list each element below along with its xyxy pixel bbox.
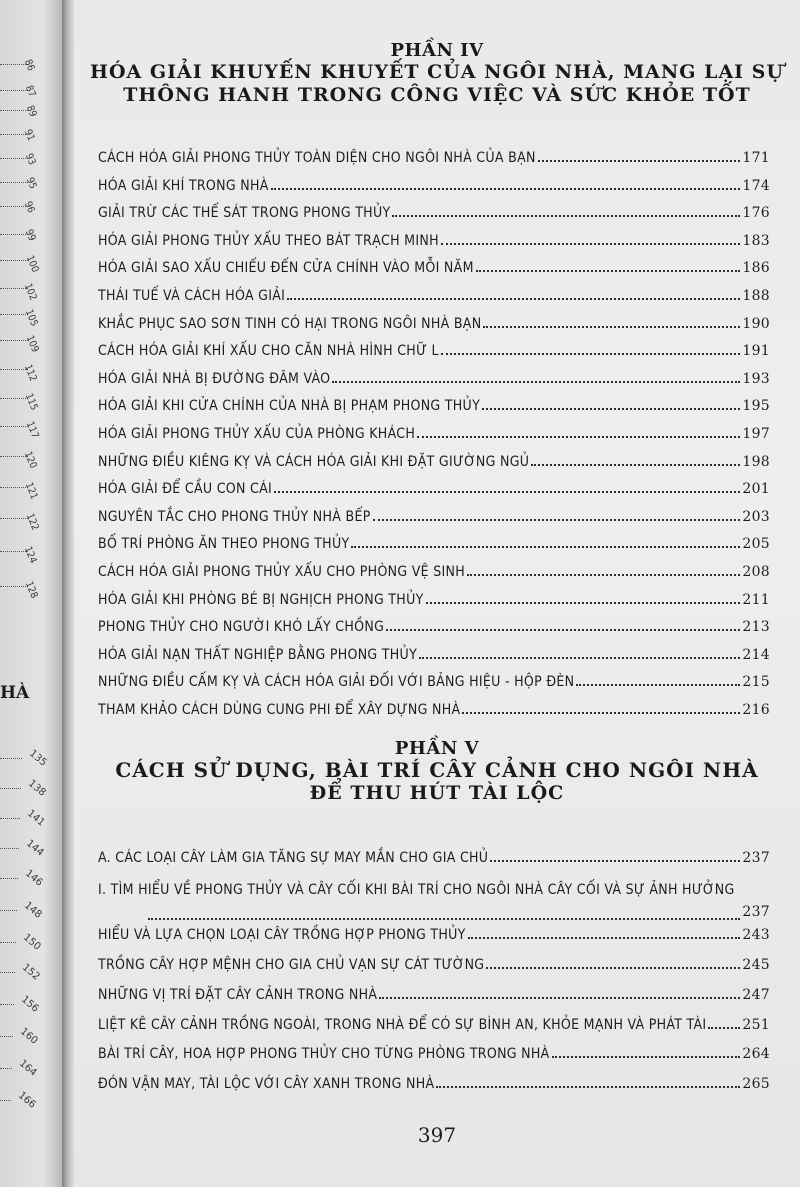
left-page-number: 100 [23,254,41,275]
toc-leader-dots [392,205,740,217]
left-page-leader [0,942,16,943]
left-page-number: 150 [20,932,43,953]
toc-leader-dots [482,398,740,410]
toc-entry-title: NHỮNG ĐIỀU CẤM KỴ VÀ CÁCH HÓA GIẢI ĐỐI VỚI BẢNG HIỆU - HỘP ĐÈN [98,674,575,691]
toc-entry-page: 183 [742,232,770,249]
toc-page [74,0,800,1187]
toc-entry [98,987,770,1007]
toc-entry [98,343,770,363]
toc-entry-page: 176 [742,205,770,222]
toc-entry [98,957,770,977]
part5-title-line2: ĐỂ THU HÚT TÀI LỘC [309,782,565,804]
toc-entry [98,1076,770,1096]
toc-entry [98,233,770,253]
left-page-number: 166 [15,1090,38,1111]
toc-entry [98,536,770,556]
left-page-number: 122 [23,512,41,533]
toc-entry-title: CÁCH HÓA GIẢI KHÍ XẤU CHO CĂN NHÀ HÌNH CHỮ L [98,343,439,360]
toc-entry-page: 214 [742,646,770,663]
toc-entry [98,260,770,280]
toc-entry-page: 205 [742,536,770,553]
toc-leader-dots [486,957,740,969]
toc-entry-title: NGUYÊN TẮC CHO PHONG THỦY NHÀ BẾP [98,508,371,525]
toc-entry-page: 208 [742,564,770,580]
left-page-number: 109 [23,334,41,355]
toc-entry [98,398,770,418]
toc-entry-page: 203 [742,508,770,525]
toc-leader-dots [708,1017,740,1029]
toc-leader-dots [379,987,740,999]
toc-leader-dots [148,908,740,920]
toc-leader-dots [373,509,741,521]
left-page-edge [0,0,62,1187]
toc-leader-dots [436,1076,740,1088]
left-page-number: 124 [21,545,39,566]
left-page-number: 152 [19,962,42,983]
toc-entry-title: A. CÁC LOẠI CÂY LÀM GIA TĂNG SỰ MAY MẮN CHO GIA CHỦ [98,850,489,866]
toc-entry-title: CÁCH HÓA GIẢI PHONG THỦY XẤU CHO PHÒNG VỆ SINH [98,564,466,580]
toc-leader-dots [287,288,740,300]
toc-entry-page: 264 [742,1046,770,1063]
left-page-number: 91 [21,128,37,143]
toc-entry-page: 237 [742,903,770,920]
part4-title-line2: THÔNG HANH TRONG CÔNG VIỆC VÀ SỨC KHỎE TỐT [123,84,751,106]
part4-heading [74,40,800,107]
book-gutter [62,0,74,1187]
toc-entry-page: 201 [742,481,770,498]
left-page-leader [0,788,21,789]
toc-leader-dots [483,316,740,328]
left-page-number: 148 [21,900,44,921]
left-page-number: 117 [23,420,41,441]
left-page-marker: HÀ [0,683,30,703]
toc-leader-dots [538,150,741,162]
toc-entry-page: 195 [742,398,770,415]
part5-title-line1: CÁCH SỬ DỤNG, BÀI TRÍ CÂY CẢNH CHO NGÔI NHÀ [115,758,759,782]
toc-entry-title: HIỂU VÀ LỰA CHỌN LOẠI CÂY TRỒNG HỢP PHONG THỦY [98,927,466,944]
toc-entry-page: 186 [742,260,770,277]
toc-entry [98,1046,770,1066]
toc-entry-page: 265 [742,1075,770,1092]
left-page-leader [0,818,20,819]
left-page-number: 102 [21,282,39,303]
toc-entry-title: NHỮNG VỊ TRÍ ĐẶT CÂY CẢNH TRONG NHÀ [98,986,378,1003]
toc-entry-title: HÓA GIẢI SAO XẤU CHIẾU ĐẾN CỬA CHÍNH VÀO MỖI NĂM [98,260,474,277]
toc-entry-title: NHỮNG ĐIỀU KIÊNG KỴ VÀ CÁCH HÓA GIẢI KHI ĐẶT GIƯỜNG NGỦ [98,453,530,470]
toc-leader-dots [417,426,740,438]
toc-entry [98,371,770,391]
toc-entry-page: 245 [742,957,770,974]
toc-leader-dots [476,260,741,272]
left-page-leader [0,972,15,973]
toc-entry-title: KHẮC PHỤC SAO SƠN TINH CÓ HẠI TRONG NGÔI NHÀ BẠN [98,315,482,332]
toc-leader-dots [462,702,740,714]
left-page-number: 164 [16,1058,39,1079]
part5-heading [74,738,800,805]
toc-entry [98,702,770,722]
part4-title-line1: HÓA GIẢI KHUYẾN KHUYẾT CỦA NGÔI NHÀ, MANG LẠI SỰ [90,61,784,83]
toc-entry-page: 247 [742,986,770,1003]
left-page-leader [0,1036,13,1037]
toc-entry-title: PHONG THỦY CHO NGƯỜI KHÓ LẤY CHỒNG [98,619,385,636]
left-page-number: 138 [25,778,48,799]
left-page-number: 96 [21,200,37,215]
toc-entry-page: 251 [742,1016,770,1033]
toc-entry [98,178,770,198]
left-page-leader [0,1068,12,1069]
left-page-number: 156 [18,994,41,1015]
toc-entry [98,481,770,501]
toc-leader-dots [576,674,740,686]
left-page-number: 115 [22,392,40,413]
toc-entry-page: 191 [742,343,770,360]
toc-entry [98,619,770,639]
left-page-leader [0,878,18,879]
toc-entry-page: 197 [742,426,770,442]
toc-entry [98,316,770,336]
toc-leader-dots [419,647,740,659]
toc-entry [98,850,770,870]
toc-entry-page: 215 [742,674,770,691]
left-page-number: 128 [22,580,40,601]
toc-entry [98,1017,770,1037]
toc-entry-page: 198 [742,453,770,470]
left-page-number: 144 [23,838,46,859]
part5-label: PHẦN V [394,738,480,759]
left-page-number: 93 [22,152,38,167]
left-page-leader [0,848,19,849]
toc-entry [98,150,770,170]
part4-label: PHẦN IV [390,40,484,61]
toc-entry-title: HÓA GIẢI KHI PHÒNG BÉ BỊ NGHỊCH PHONG THỦY [98,591,424,608]
left-page-leader [0,1004,14,1005]
toc-entry-title: ĐÓN VẬN MAY, TÀI LỘC VỚI CÂY XANH TRONG NHÀ [98,1075,435,1092]
left-page-number: 86 [21,58,37,73]
left-page-number: 121 [22,481,40,502]
left-page-number: 87 [22,84,38,99]
toc-entry [98,927,770,947]
toc-entry-page: 188 [742,288,770,304]
toc-entry-title: HÓA GIẢI PHONG THỦY XẤU CỦA PHÒNG KHÁCH [98,426,416,442]
toc-leader-dots [332,371,740,383]
toc-entry-title: THÁI TUẾ VÀ CÁCH HÓA GIẢI [98,288,286,304]
toc-entry [98,454,770,474]
toc-leader-dots [274,481,740,493]
toc-leader-dots [490,850,740,862]
toc-leader-dots [441,233,741,245]
toc-entry-title: LIỆT KÊ CÂY CẢNH TRỒNG NGOÀI, TRONG NHÀ ĐỂ CÓ SỰ BÌNH AN, KHỎE MẠNH VÀ PHÁT TÀI [98,1016,707,1033]
toc-entry-page: 174 [742,177,770,194]
toc-entry-page: 211 [742,591,770,608]
toc-leader-dots [271,178,741,190]
toc-leader-dots [441,343,741,355]
left-page-leader [0,910,17,911]
toc-entry-page: 243 [742,927,770,944]
left-page-number: 99 [22,228,38,243]
toc-leader-dots [531,454,740,466]
toc-entry-title: BÀI TRÍ CÂY, HOA HỢP PHONG THỦY CHO TỪNG PHÒNG TRONG NHÀ [98,1046,550,1063]
left-page-number: 89 [23,104,39,119]
toc-entry [98,205,770,225]
toc-entry-title: BỐ TRÍ PHÒNG ĂN THEO PHONG THỦY [98,536,350,553]
toc-entry-title: TRỒNG CÂY HỢP MỆNH CHO GIA CHỦ VẠN SỰ CÁT TƯỜNG [98,957,485,974]
toc-entry-page: 193 [742,370,770,387]
left-page-leader [0,758,22,759]
toc-entry [98,592,770,612]
toc-entry-title: HÓA GIẢI ĐỂ CẦU CON CÁI [98,481,273,498]
toc-entry [98,509,770,529]
toc-entry-page: 237 [742,850,770,866]
left-page-number: 95 [23,176,39,191]
toc-leader-dots [426,592,741,604]
left-page-leader [0,1100,11,1101]
left-page-number: 105 [22,308,40,329]
toc-entry [98,564,770,584]
left-page-number: 120 [21,450,39,471]
toc-entry-title: HÓA GIẢI PHONG THỦY XẤU THEO BÁT TRẠCH MINH [98,232,439,249]
toc-entry [98,288,770,308]
toc-entry [98,647,770,667]
toc-entry [98,880,770,920]
left-page-number: 141 [24,808,47,829]
left-page-number: 160 [17,1026,40,1047]
left-page-number: 135 [26,748,49,769]
toc-entry-page: 190 [742,315,770,332]
toc-entry-title: GIẢI TRỪ CÁC THẾ SÁT TRONG PHONG THỦY [98,205,391,222]
toc-entry-page: 216 [742,702,770,718]
toc-entry [98,674,770,694]
toc-entry-page: 213 [742,619,770,636]
toc-leader-dots [468,927,741,939]
toc-entry-page: 171 [742,150,770,166]
left-page-number: 146 [22,868,45,889]
left-page-number: 112 [21,363,39,384]
toc-entry-title: I. TÌM HIỂU VỀ PHONG THỦY VÀ CÂY CỐI KHI BÀI TRÍ CHO NGÔI NHÀ CÂY CỐI VÀ SỰ ẢNH HƯỞNG [98,881,735,898]
toc-leader-dots [552,1046,741,1058]
toc-entry [98,426,770,446]
toc-leader-dots [351,536,740,548]
toc-entry-title: HÓA GIẢI KHÍ TRONG NHÀ [98,177,269,194]
toc-entry-title: CÁCH HÓA GIẢI PHONG THỦY TOÀN DIỆN CHO NGÔI NHÀ CỦA BẠN [98,150,536,166]
toc-entry-title: HÓA GIẢI NHÀ BỊ ĐƯỜNG ĐÂM VÀO [98,370,331,387]
toc-entry-title: HÓA GIẢI NẠN THẤT NGHIỆP BẰNG PHONG THỦY [98,646,418,663]
toc-leader-dots [467,564,740,576]
toc-entry-title: HÓA GIẢI KHI CỬA CHÍNH CỦA NHÀ BỊ PHẠM PHONG THỦY [98,398,481,415]
toc-entry-title: THAM KHẢO CÁCH DÙNG CUNG PHI ĐỂ XÂY DỰNG NHÀ [98,702,461,718]
page-number: 397 [417,1123,457,1147]
toc-leader-dots [386,619,740,631]
